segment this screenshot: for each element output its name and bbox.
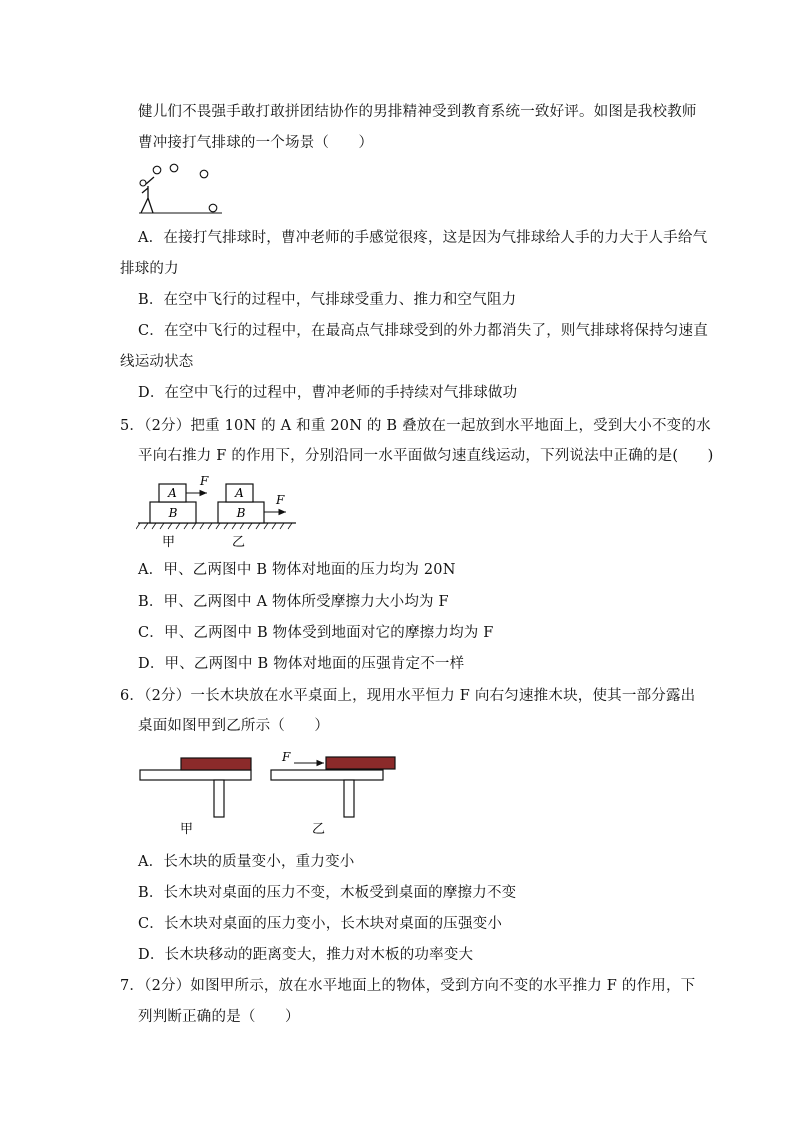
force-label-right: F — [276, 493, 285, 507]
q4-option-b: B．在空中飞行的过程中，气排球受重力、推力和空气阻力 — [138, 292, 517, 308]
figure-label-jia: 甲 — [162, 535, 176, 550]
table-leg-left — [214, 780, 224, 817]
q7-stem-line-1: 7．（2分）如图甲所示，放在水平地面上的物体，受到方向不变的水平推力 F 的作用，下 — [120, 978, 696, 994]
ball-3 — [200, 170, 208, 178]
block-a-left-label: A — [168, 486, 177, 500]
q4-option-c-line-2: 线运动状态 — [120, 354, 194, 370]
force-label: F — [282, 750, 291, 764]
stacked-blocks-figure — [136, 474, 301, 554]
block-a-right-label: A — [235, 486, 244, 500]
ball-1 — [153, 166, 161, 174]
q5-option-b: B．甲、乙两图中 A 物体所受摩擦力大小均为 F — [138, 594, 449, 610]
volleyball-player-figure — [136, 160, 226, 218]
block-b-right-label: B — [236, 506, 246, 520]
figure-label-yi: 乙 — [232, 535, 246, 550]
person-head — [140, 180, 146, 186]
q5-stem-line-2: 平向右推力 F 的作用下，分别沿同一水平面做匀速直线运动，下列说法中正确的是( ) — [138, 448, 714, 464]
force-label-left: F — [200, 474, 209, 488]
q6-option-c: C．长木块对桌面的压力变小，长木块对桌面的压强变小 — [138, 916, 503, 932]
q4-option-d: D．在空中飞行的过程中，曹冲老师的手持续对气排球做功 — [138, 385, 518, 401]
q6-option-b: B．长木块对桌面的压力不变，木板受到桌面的摩擦力不变 — [138, 885, 517, 901]
table-top-right — [271, 770, 383, 780]
ball-2 — [170, 164, 178, 172]
figure-label-yi: 乙 — [312, 822, 326, 837]
q4-stem-line-2: 曹冲接打气排球的一个场景（ ） — [138, 135, 374, 151]
wood-block-right — [326, 757, 395, 769]
sliding-block-figure — [136, 745, 406, 840]
q5-option-a: A．甲、乙两图中 B 物体对地面的压力均为 20N — [138, 562, 456, 578]
q6-stem-line-1: 6．（2分）一长木块放在水平桌面上，现用水平恒力 F 向右匀速推木块，使其一部分露出 — [120, 688, 696, 704]
q5-option-d: D．甲、乙两图中 B 物体对地面的压强肯定不一样 — [138, 656, 465, 672]
q6-option-d: D．长木块移动的距离变大，推力对木板的功率变大 — [138, 947, 474, 963]
table-top-left — [140, 770, 251, 780]
q5-option-c: C．甲、乙两图中 B 物体受到地面对它的摩擦力均为 F — [138, 625, 494, 641]
q6-stem-line-2: 桌面如图甲到乙所示（ ） — [138, 718, 330, 734]
q4-option-a-line-2: 排球的力 — [120, 261, 179, 277]
q7-stem-line-2: 列判断正确的是（ ） — [138, 1009, 300, 1025]
q4-option-a-line-1: A．在接打气排球时，曹冲老师的手感觉很疼，这是因为气排球给人手的力大于人手给气 — [138, 230, 708, 246]
q4-option-c-line-1: C．在空中飞行的过程中，在最高点气排球受到的外力都消失了，则气排球将保持匀速直 — [138, 323, 708, 339]
figure-label-jia: 甲 — [180, 822, 194, 837]
table-leg-right — [344, 780, 354, 817]
ball-ground — [209, 204, 217, 212]
q4-stem-line-1: 健儿们不畏强手敢打敢拼团结协作的男排精神受到教育系统一致好评。如图是我校教师 — [138, 104, 697, 120]
q6-option-a: A．长木块的质量变小，重力变小 — [138, 854, 355, 870]
wood-block-left — [181, 758, 251, 770]
block-b-left-label: B — [168, 506, 178, 520]
q5-stem-line-1: 5．（2分）把重 10N 的 A 和重 20N 的 B 叠放在一起放到水平地面上，受到大小不变的水 — [120, 418, 711, 434]
person-body — [141, 177, 154, 213]
